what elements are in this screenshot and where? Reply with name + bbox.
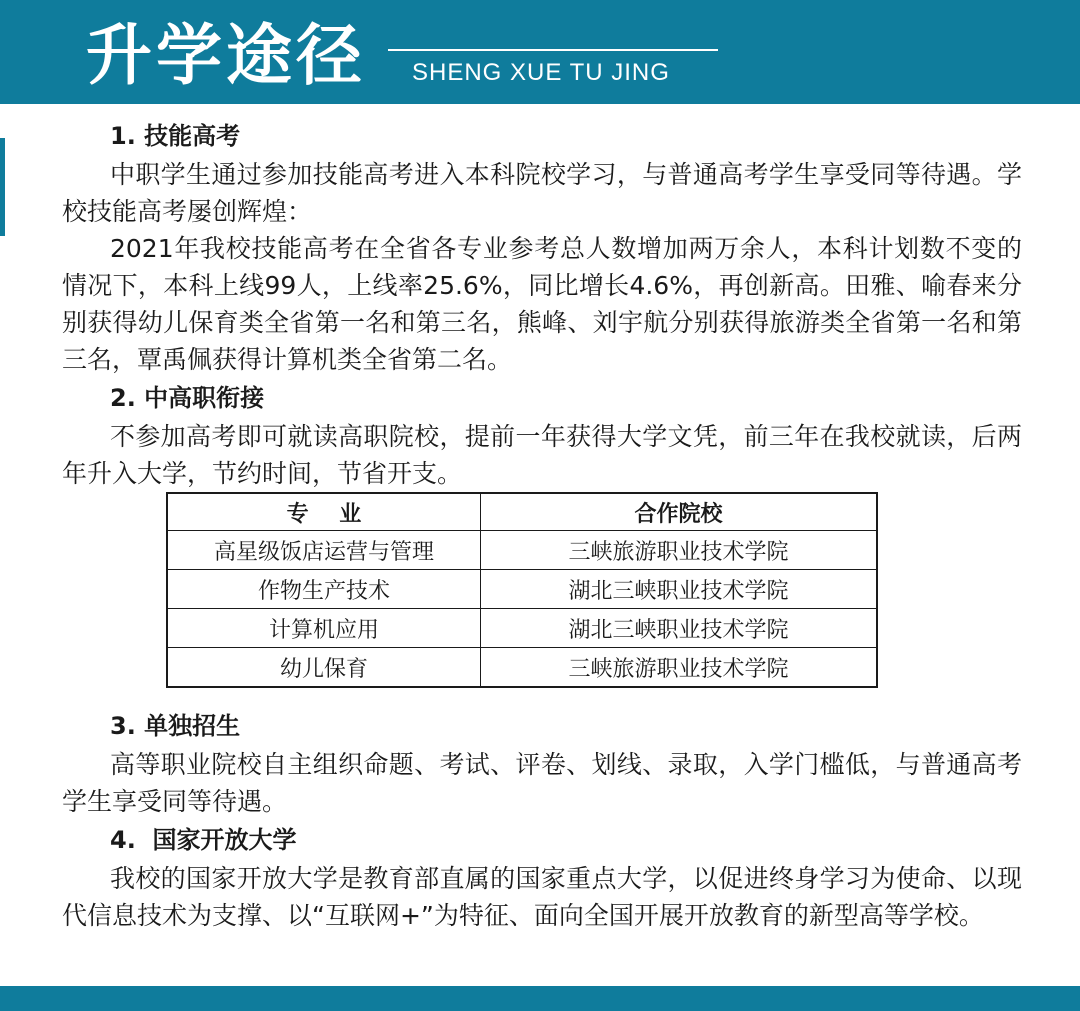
header-divider [388, 49, 718, 51]
table-cell-major: 幼儿保育 [167, 648, 481, 688]
table-header-major: 专 业 [167, 493, 481, 531]
table-cell-major: 作物生产技术 [167, 570, 481, 609]
table-cell-partner: 三峡旅游职业技术学院 [481, 648, 878, 688]
table-row [167, 609, 877, 648]
section-1-heading: 1. 技能高考 [110, 122, 241, 150]
header-banner [0, 0, 1080, 104]
footer-bar [0, 986, 1080, 1011]
section-4-heading: 4. 国家开放大学 [110, 826, 297, 854]
left-accent-bar [0, 138, 5, 236]
table-row [167, 648, 877, 688]
content-area-lower [62, 706, 1022, 934]
table-cell-partner: 湖北三峡职业技术学院 [481, 609, 878, 648]
table-cell-partner: 湖北三峡职业技术学院 [481, 570, 878, 609]
table-row [167, 570, 877, 609]
section-1-paragraph-2: 2021年我校技能高考在全省各专业参考总人数增加两万余人，本科计划数不变的情况下，本科上线99人，上线率25.6%，同比增长4.6%，再创新高。田雅、喻春来分别获得幼儿保育类全省第一名和第三名，熊峰、刘宇航分别获得旅游类全省第一名和第三名，覃禹佩获得计算机类全省第二名。 [62, 234, 1022, 374]
table-header-row [167, 493, 877, 531]
table-cell-major: 计算机应用 [167, 609, 481, 648]
section-4-paragraph-1: 我校的国家开放大学是教育部直属的国家重点大学，以促进终身学习为使命、以现代信息技术为支撑、以“互联网+”为特征、面向全国开展开放教育的新型高等学校。 [62, 864, 1022, 930]
page-title: 升学途径 [86, 17, 366, 94]
table-row [167, 531, 877, 570]
table-header-partner: 合作院校 [481, 493, 878, 531]
section-3-heading: 3. 单独招生 [110, 712, 241, 740]
section-2-paragraph-1: 不参加高考即可就读高职院校，提前一年获得大学文凭，前三年在我校就读，后两年升入大学，节约时间，节省开支。 [62, 422, 1022, 488]
section-3-paragraph-1: 高等职业院校自主组织命题、考试、评卷、划线、录取，入学门槛低，与普通高考学生享受同等待遇。 [62, 750, 1022, 816]
section-2-heading: 2. 中高职衔接 [110, 384, 265, 412]
section-1-paragraph-1: 中职学生通过参加技能高考进入本科院校学习，与普通高考学生享受同等待遇。学校技能高考屡创辉煌： [62, 160, 1022, 226]
table-cell-partner: 三峡旅游职业技术学院 [481, 531, 878, 570]
content-area [62, 116, 1022, 492]
page-subtitle: SHENG XUE TU JING [412, 59, 670, 86]
cooperation-table [166, 492, 878, 688]
table-cell-major: 高星级饭店运营与管理 [167, 531, 481, 570]
